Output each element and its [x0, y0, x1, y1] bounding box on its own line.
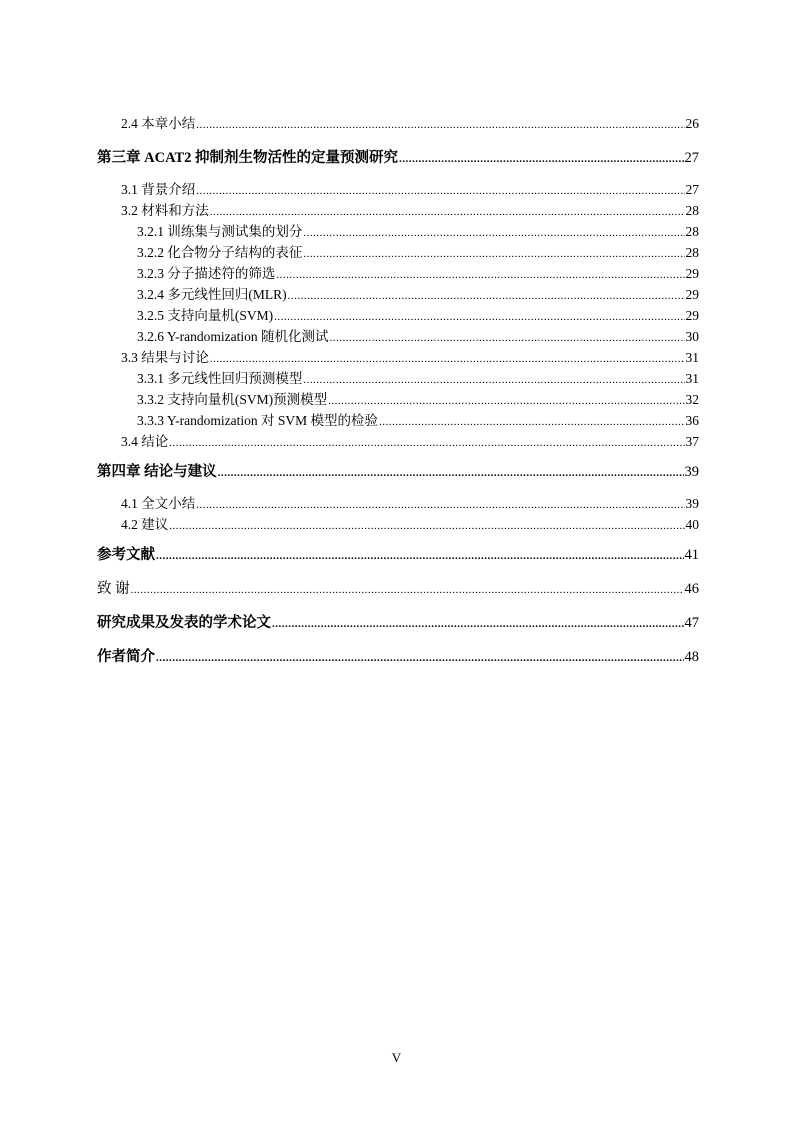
toc-entry-3-3-2[interactable] [97, 388, 699, 408]
toc-entry-page: 31 [685, 371, 699, 386]
toc-leader-dots [272, 618, 684, 630]
toc-entry-3-2-5[interactable] [97, 304, 699, 324]
toc-leader-dots [131, 584, 684, 596]
toc-entry-3-2-3[interactable] [97, 262, 699, 282]
toc-leader-dots [274, 311, 684, 323]
toc-entry-title: 3.4 结论 [121, 434, 169, 449]
toc-leader-dots [379, 416, 685, 428]
toc-entry-title: 3.2.3 分子描述符的筛选 [137, 266, 276, 281]
toc-entry-references[interactable] [97, 543, 699, 564]
toc-leader-dots [329, 332, 684, 344]
toc-entry-title: 3.2.6 Y-randomization 随机化测试 [137, 329, 329, 344]
toc-entry-title: 3.2 材料和方法 [121, 203, 209, 218]
toc-entry-page: 36 [685, 413, 699, 428]
toc-entry-3-2-6[interactable] [97, 325, 699, 345]
toc-entry-page: 28 [685, 224, 699, 239]
toc-entry-4-1[interactable] [97, 492, 699, 512]
toc-leader-dots [303, 248, 684, 260]
toc-entry-page: 28 [685, 203, 699, 218]
toc-entry-title: 3.3 结果与讨论 [121, 350, 209, 365]
toc-entry-chapter-3[interactable] [97, 146, 699, 167]
toc-leader-dots [303, 227, 684, 239]
toc-entry-page: 27 [684, 150, 699, 166]
toc-leader-dots [303, 374, 684, 386]
toc-leader-dots [196, 185, 684, 197]
toc-leader-dots [169, 437, 684, 449]
toc-leader-dots [210, 206, 685, 218]
toc-entry-title: 参考文献 [97, 547, 155, 563]
toc-entry-3-2-4[interactable] [97, 283, 699, 303]
toc-entry-page: 29 [685, 266, 699, 281]
toc-leader-dots [210, 353, 685, 365]
toc-entry-3-2-1[interactable] [97, 220, 699, 240]
toc-entry-page: 26 [685, 116, 699, 131]
toc-entry-title: 3.3.1 多元线性回归预测模型 [137, 371, 303, 386]
toc-entry-title: 研究成果及发表的学术论文 [97, 615, 271, 631]
toc-entry-page: 40 [685, 517, 699, 532]
toc-leader-dots [328, 395, 684, 407]
toc-entry-3-3-3[interactable] [97, 409, 699, 429]
page-number: V [391, 1050, 402, 1065]
toc-entry-title: 3.2.2 化合物分子结构的表征 [137, 245, 303, 260]
toc-leader-dots [156, 550, 684, 562]
toc-entry-title: 致 谢 [97, 581, 130, 597]
toc-entry-page: 31 [685, 350, 699, 365]
toc-entry-title: 4.1 全文小结 [121, 496, 196, 511]
toc-entry-title: 第三章 ACAT2 抑制剂生物活性的定量预测研究 [97, 150, 399, 166]
toc-entry-page: 32 [685, 392, 699, 407]
toc-entry-page: 28 [685, 245, 699, 260]
toc-entry-title: 3.3.2 支持向量机(SVM)预测模型 [137, 392, 328, 407]
toc-entry-page: 47 [684, 615, 699, 631]
toc-leader-dots [196, 119, 684, 131]
toc-entry-page: 46 [684, 581, 699, 597]
toc-entry-title: 3.3.3 Y-randomization 对 SVM 模型的检验 [137, 413, 378, 428]
toc-entry-title: 作者简介 [97, 649, 155, 665]
toc-leader-dots [276, 269, 684, 281]
toc-entry-3-2-2[interactable] [97, 241, 699, 261]
toc-entry-page: 29 [685, 308, 699, 323]
toc-entry-author-bio[interactable] [97, 645, 699, 666]
toc-entry-page: 37 [685, 434, 699, 449]
toc-entry-page: 39 [685, 496, 699, 511]
toc-entry-page: 29 [685, 287, 699, 302]
toc-entry-page: 30 [685, 329, 699, 344]
toc-entry-title: 3.2.1 训练集与测试集的划分 [137, 224, 303, 239]
toc-entry-page: 27 [685, 182, 699, 197]
toc-entry-3-1[interactable] [97, 178, 699, 198]
toc-entry-4-2[interactable] [97, 513, 699, 533]
toc-entry-3-4[interactable] [97, 430, 699, 450]
toc-entry-title: 3.1 背景介绍 [121, 182, 196, 197]
toc-leader-dots [156, 652, 684, 664]
toc-leader-dots [399, 153, 683, 165]
toc-entry-2-4[interactable] [97, 112, 699, 132]
toc-leader-dots [196, 499, 684, 511]
toc-entry-page: 41 [684, 547, 699, 563]
toc-entry-3-3-1[interactable] [97, 367, 699, 387]
toc-leader-dots [169, 520, 684, 532]
toc-leader-dots [288, 290, 685, 302]
toc-leader-dots [218, 467, 684, 479]
toc-entry-title: 4.2 建议 [121, 517, 169, 532]
toc-entry-page: 39 [684, 464, 699, 480]
toc-entry-title: 第四章 结论与建议 [97, 464, 217, 480]
toc-entry-acknowledgements[interactable] [97, 577, 699, 598]
toc-entry-3-3[interactable] [97, 346, 699, 366]
toc-entry-publications[interactable] [97, 611, 699, 632]
toc-entry-chapter-4[interactable] [97, 460, 699, 481]
toc-entry-page: 48 [684, 649, 699, 665]
toc-entry-title: 2.4 本章小结 [121, 116, 196, 131]
toc-entry-title: 3.2.4 多元线性回归(MLR) [137, 287, 287, 302]
toc-entry-3-2[interactable] [97, 199, 699, 219]
toc-entry-title: 3.2.5 支持向量机(SVM) [137, 308, 274, 323]
